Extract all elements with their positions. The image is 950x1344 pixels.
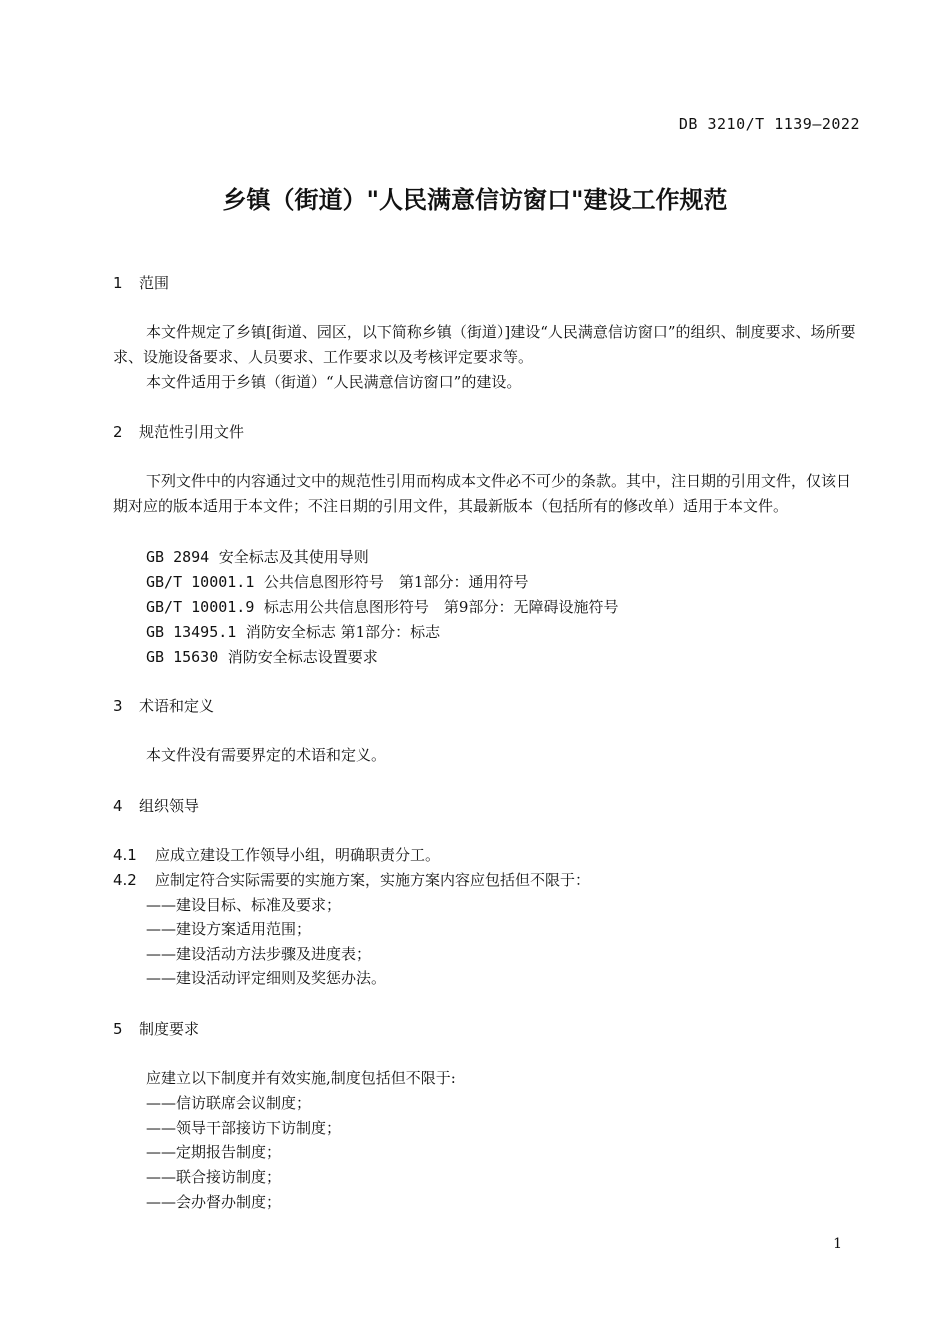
section-title: 组织领导 bbox=[139, 797, 200, 815]
section-title: 制度要求 bbox=[139, 1020, 200, 1038]
section-number: 5 bbox=[113, 1020, 123, 1038]
reference-code: GB 2894 bbox=[146, 548, 210, 566]
list-item: ——定期报告制度； bbox=[146, 1143, 282, 1161]
reference-name: 消防安全标志 第1部分：标志 bbox=[245, 623, 441, 641]
paragraph: 本文件适用于乡镇（街道）“人民满意信访窗口”的建设。 bbox=[146, 373, 522, 391]
section-number: 4 bbox=[113, 797, 123, 815]
clause-text: 应制定符合实际需要的实施方案，实施方案内容应包括但不限于： bbox=[155, 871, 591, 889]
paragraph: 本文件没有需要界定的术语和定义。 bbox=[146, 746, 387, 764]
list-item: ——领导干部接访下访制度； bbox=[146, 1119, 342, 1137]
list-item: ——建设活动评定细则及奖惩办法。 bbox=[146, 969, 387, 987]
reference-item bbox=[146, 596, 618, 617]
section-number: 1 bbox=[113, 274, 123, 292]
reference-item bbox=[146, 546, 369, 567]
section-number: 3 bbox=[113, 697, 123, 715]
reference-code: GB 15630 bbox=[146, 648, 219, 666]
paragraph: 应建立以下制度并有效实施,制度包括但不限于: bbox=[146, 1069, 456, 1087]
list-item: ——建设方案适用范围； bbox=[146, 920, 312, 938]
clause-number: 4.1 bbox=[113, 846, 137, 864]
list-item: ——会办督办制度； bbox=[146, 1193, 282, 1211]
clause-4-2 bbox=[113, 869, 590, 890]
list-item: ——建设目标、标准及要求； bbox=[146, 896, 342, 914]
section-5-heading bbox=[113, 1018, 199, 1039]
reference-code: GB/T 10001.9 bbox=[146, 598, 255, 616]
section-title: 规范性引用文件 bbox=[139, 423, 245, 441]
reference-item bbox=[146, 571, 528, 592]
paragraph: 下列文件中的内容通过文中的规范性引用而构成本文件必不可少的条款。其中，注日期的引用文件，仅该日期对应的版本适用于本文件；不注日期的引用文件，其最新版本（包括所有的修改单）适用于本文件。 bbox=[113, 472, 852, 515]
section-number: 2 bbox=[113, 423, 123, 441]
section-2-heading bbox=[113, 421, 244, 442]
list-item: ——建设活动方法步骤及进度表； bbox=[146, 945, 372, 963]
paragraph: 本文件规定了乡镇[街道、园区，以下简称乡镇（街道）]建设“人民满意信访窗口”的组织、制度要求、场所要求、设施设备要求、人员要求、工作要求以及考核评定要求等。 bbox=[113, 323, 856, 366]
page-number: 1 bbox=[833, 1236, 842, 1252]
reference-code: GB 13495.1 bbox=[146, 623, 237, 641]
reference-name: 消防安全标志设置要求 bbox=[227, 648, 378, 666]
reference-code: GB/T 10001.1 bbox=[146, 573, 255, 591]
document-title: 乡镇（街道）"人民满意信访窗口"建设工作规范 bbox=[222, 186, 728, 214]
list-item: ——信访联席会议制度； bbox=[146, 1094, 312, 1112]
reference-name: 标志用公共信息图形符号 第9部分：无障碍设施符号 bbox=[263, 598, 619, 616]
reference-item bbox=[146, 621, 440, 642]
clause-text: 应成立建设工作领导小组，明确职责分工。 bbox=[155, 846, 441, 864]
list-item: ——联合接访制度； bbox=[146, 1168, 282, 1186]
reference-item bbox=[146, 646, 378, 667]
section-title: 术语和定义 bbox=[139, 697, 215, 715]
reference-name: 安全标志及其使用导则 bbox=[218, 548, 369, 566]
section-3-heading bbox=[113, 695, 214, 716]
clause-4-1 bbox=[113, 844, 440, 865]
reference-name: 公共信息图形符号 第1部分：通用符号 bbox=[263, 573, 529, 591]
standard-code: DB 3210/T 1139—2022 bbox=[678, 115, 860, 133]
section-title: 范围 bbox=[139, 274, 170, 292]
section-4-heading bbox=[113, 795, 199, 816]
clause-number: 4.2 bbox=[113, 871, 137, 889]
section-1-heading bbox=[113, 272, 169, 293]
